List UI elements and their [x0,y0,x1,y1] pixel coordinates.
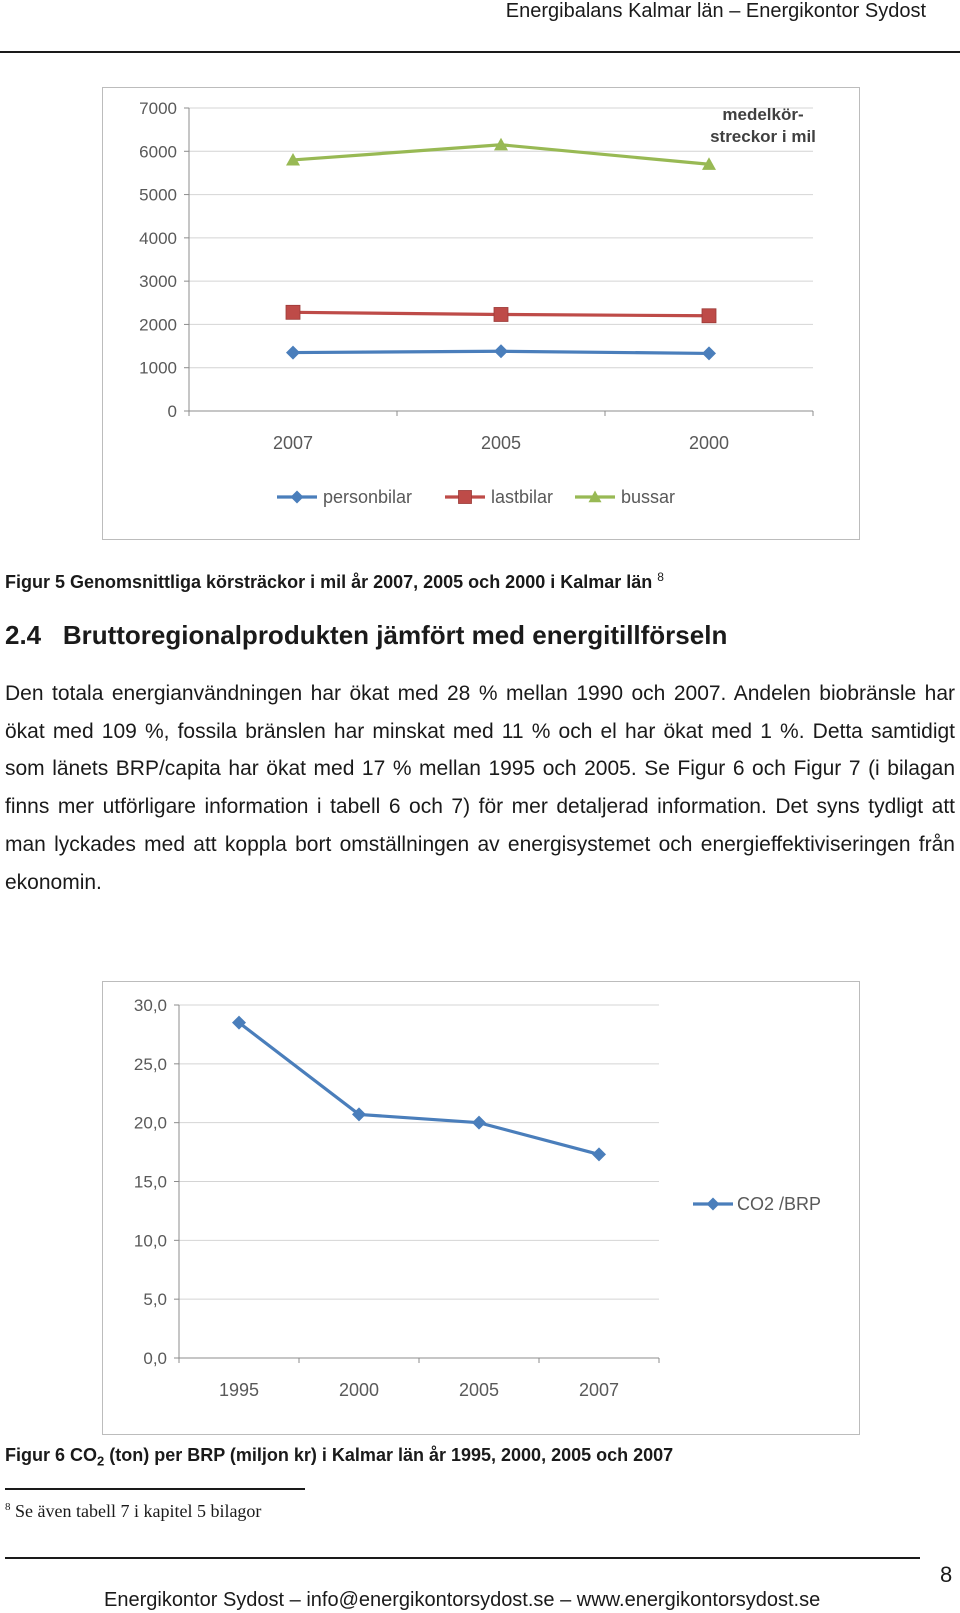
data-point [286,305,300,319]
x-tick-label: 1995 [218,1380,260,1400]
y-tick-label: 6000 [139,142,177,162]
x-tick-label: 2000 [688,433,730,453]
page-number: 8 [940,1562,953,1587]
section-number: 2.4 [5,620,42,650]
chart-annotation: streckor i mil [710,127,816,146]
figure6-caption-part1: Figur 6 CO [5,1445,98,1465]
y-tick-label: 25,0 [133,1054,167,1074]
legend-label: bussar [621,487,676,507]
legend-label: lastbilar [491,487,554,507]
figure6-caption [5,1445,673,1469]
y-tick-label: 10,0 [133,1231,167,1251]
data-point [702,346,716,360]
figure6-chart-svg [103,982,861,1436]
y-tick-label: 20,0 [133,1113,167,1133]
y-tick-label: 0,0 [143,1349,167,1368]
data-point [494,307,508,321]
y-tick-label: 30,0 [133,996,167,1015]
footer-text: Energikontor Sydost – info@energikontorsydost.se – www.energikontorsydost.se [104,1589,821,1611]
legend-swatch-marker [707,1198,720,1211]
legend-label: CO2 /BRP [737,1194,822,1214]
figure5-caption [5,570,664,593]
data-point [286,346,300,360]
data-point [472,1116,486,1130]
figure6-chart [102,981,860,1435]
figure5-chart-svg [103,88,861,541]
y-tick-label: 5,0 [143,1290,167,1310]
legend-swatch-marker [291,491,304,504]
x-tick-label: 2007 [272,433,314,453]
section-title: Bruttoregionalprodukten jämfört med energitillförseln [62,620,728,650]
header-rule [0,51,960,53]
figure6-caption-subscript: 2 [97,1453,105,1469]
figure5-footnote-ref: 8 [657,570,664,584]
y-tick-label: 5000 [139,185,177,205]
footnote-rule [5,1488,305,1490]
x-tick-label: 2005 [480,433,522,453]
legend-label: personbilar [323,487,413,507]
chart-annotation: medelkör- [722,105,804,124]
y-tick-label: 0 [167,402,177,421]
y-tick-label: 3000 [139,272,177,292]
data-point [592,1147,606,1161]
figure5-caption-text: Figur 5 Genomsnittliga körsträckor i mil år 2007, 2005 och 2000 i Kalmar län [5,572,653,592]
data-point [702,309,716,323]
section-heading [5,620,727,651]
y-tick-label: 15,0 [133,1172,167,1192]
series-line-co2-brp [239,1023,599,1155]
x-tick-label: 2000 [338,1380,380,1400]
running-header: Energibalans Kalmar län – Energikontor Sydost [505,0,926,22]
footnote-marker: 8 [5,1501,11,1513]
data-point [494,344,508,358]
x-tick-label: 2007 [578,1380,620,1400]
footer-rule [5,1557,920,1559]
footnote-text: Se även tabell 7 i kapitel 5 bilagor [15,1501,262,1521]
y-tick-label: 7000 [139,99,177,118]
figure5-chart [102,87,860,540]
figure6-caption-part2: (ton) per BRP (miljon kr) i Kalmar län år 1995, 2000, 2005 och 2007 [104,1445,674,1465]
x-tick-label: 2005 [458,1380,500,1400]
legend-swatch-marker [459,491,472,504]
footnote [5,1501,261,1522]
y-tick-label: 1000 [139,358,177,378]
section-paragraph: Den totala energianvändningen har ökat med 28 % mellan 1990 och 2007. Andelen biobränsle har ökat med 109 %, fossila bränslen har minskat med 11 % och el har ökat med 1 %. Detta samtidigt som länets BRP/capita har ökat med 17 % mellan 1995 och 2005. Se Figur 6 och Figur 7 (i bilagan finns mer utförligare information i tabell 6 och 7) för mer detaljerad information. Det syns tydligt att man lyckades med att koppla bort omställningen av energisystemet och energieffektiviseringen från ekonomin. [5,682,955,894]
y-tick-label: 2000 [139,315,177,335]
y-tick-label: 4000 [139,228,177,248]
